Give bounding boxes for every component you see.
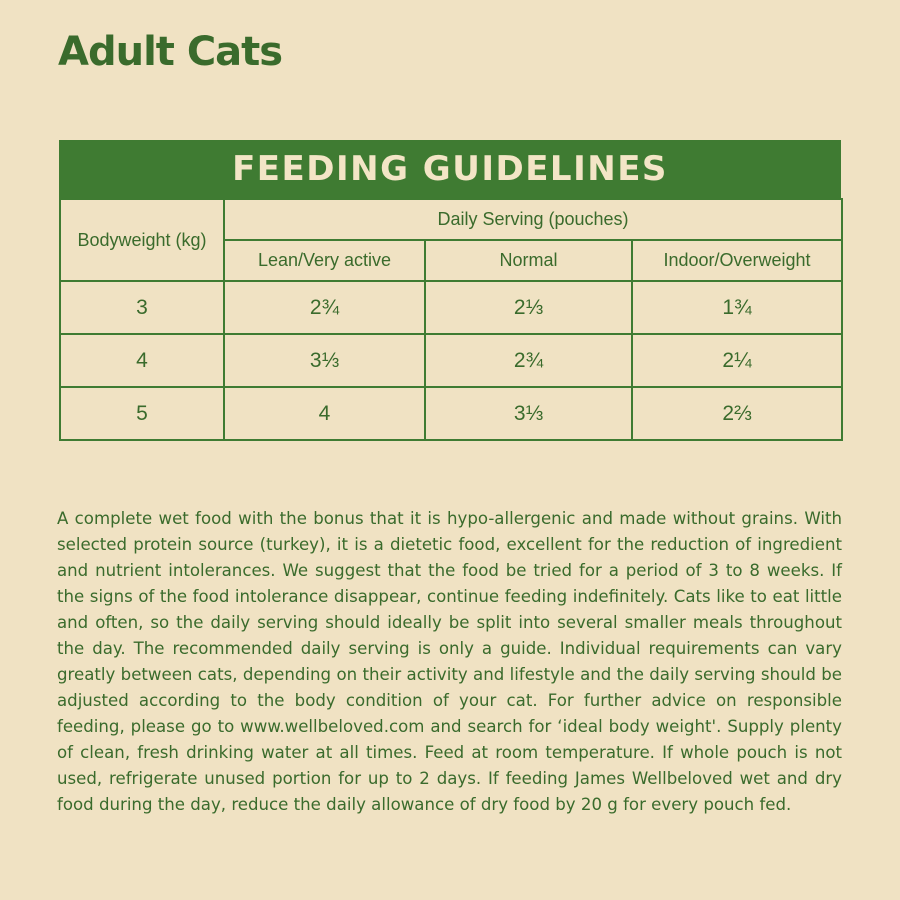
daily-serving-header: Daily Serving (pouches) <box>224 199 842 240</box>
indoor-cell: 2⅔ <box>632 387 842 440</box>
column-header-indoor: Indoor/Overweight <box>632 240 842 281</box>
column-header-normal: Normal <box>425 240 632 281</box>
feeding-table <box>59 198 843 441</box>
table-row <box>60 281 842 334</box>
feeding-guidelines-table <box>59 140 841 441</box>
bodyweight-cell: 5 <box>60 387 224 440</box>
indoor-cell: 2¼ <box>632 334 842 387</box>
normal-cell: 3⅓ <box>425 387 632 440</box>
lean-cell: 4 <box>224 387 425 440</box>
column-header-lean: Lean/Very active <box>224 240 425 281</box>
normal-cell: 2¾ <box>425 334 632 387</box>
table-header: FEEDING GUIDELINES <box>59 140 841 198</box>
product-description: A complete wet food with the bonus that it is hypo-allergenic and made without grains. With selected protein source (turkey), it is a dietetic food, excellent for the reduction of ingredient and nutrient intolerances. We suggest that the food be tried for a period of 3 to 8 weeks. If the signs of the food intolerance disappear, continue feeding indefinitely. Cats like to eat little and often, so the daily serving should ideally be split into several smaller meals throughout the day. The recommended daily serving is only a guide. Individual requirements can vary greatly between cats, depending on their activity and lifestyle and the daily serving should be adjusted according to the body condition of your cat. For further advice on responsible feeding, please go to www.wellbeloved.com and search for ‘ideal body weight'. Supply plenty of clean, fresh drinking water at all times. Feed at room temperature. If whole pouch is not used, refrigerate unused portion for up to 2 days. If feeding James Wellbeloved wet and dry food during the day, reduce the daily allowance of dry food by 20 g for every pouch fed. <box>57 509 842 814</box>
page-title: Adult Cats <box>58 29 283 75</box>
lean-cell: 3⅓ <box>224 334 425 387</box>
table-row <box>60 387 842 440</box>
indoor-cell: 1¾ <box>632 281 842 334</box>
bodyweight-cell: 3 <box>60 281 224 334</box>
bodyweight-cell: 4 <box>60 334 224 387</box>
table-row <box>60 334 842 387</box>
lean-cell: 2¾ <box>224 281 425 334</box>
bodyweight-header: Bodyweight (kg) <box>60 199 224 281</box>
normal-cell: 2⅓ <box>425 281 632 334</box>
